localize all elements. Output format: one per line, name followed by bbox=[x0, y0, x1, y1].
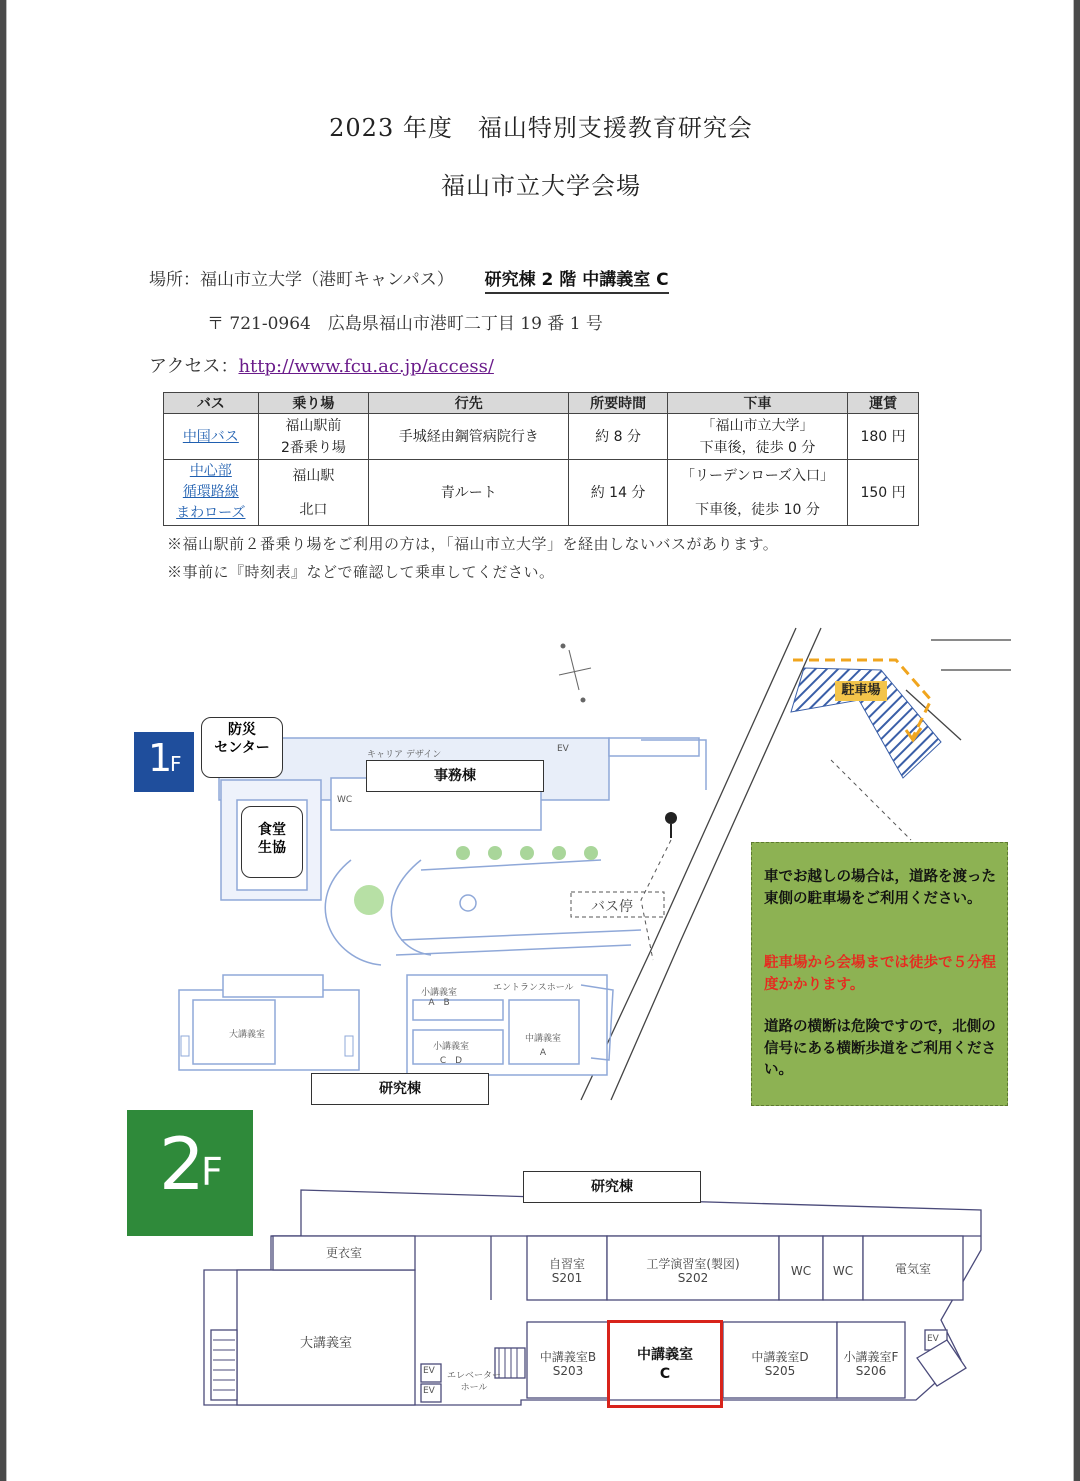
page-subtitle: 福山市立大学会場 bbox=[441, 172, 641, 200]
parking-note-text: 車でお越しの場合は，道路を渡った東側の駐車場をご利用ください。 bbox=[764, 869, 996, 907]
kenkyu-1f-label: 研究棟 bbox=[311, 1073, 489, 1105]
stop-line: 北口 bbox=[299, 501, 328, 518]
room-koui: 更衣室 bbox=[325, 1246, 362, 1260]
room-code: S201 bbox=[551, 1271, 583, 1285]
parking-note-warning: 駐車場から会場までは徒歩で５分程度かかります。 bbox=[764, 955, 996, 993]
label-line: 防災 bbox=[228, 722, 256, 738]
col-header: 運賃 bbox=[848, 393, 919, 414]
floor-number: 2 bbox=[159, 1122, 205, 1206]
room-code: C bbox=[659, 1366, 671, 1382]
fare-cell: 180 円 bbox=[848, 414, 919, 460]
time-cell: 約 8 分 bbox=[569, 414, 668, 460]
target-room-highlight bbox=[607, 1320, 723, 1408]
bousai-center-label bbox=[201, 717, 283, 778]
parking-note-text: 道路の横断は危険ですので，北側の信号にある横断歩道をご利用ください。 bbox=[764, 1019, 996, 1078]
jimu-building-label: 事務棟 bbox=[366, 760, 544, 792]
getoff-line: 下車後，徒歩 0 分 bbox=[699, 439, 816, 456]
floor-suffix: F bbox=[170, 752, 182, 776]
parking-note-box bbox=[751, 842, 1008, 1106]
bus-stop-marker bbox=[571, 812, 677, 960]
ev-label: EV bbox=[423, 1366, 435, 1376]
getoff-line: 「福山市立大学」 bbox=[701, 417, 814, 434]
room-name: 小講義室F bbox=[843, 1350, 899, 1364]
room-label: エントランスホール bbox=[493, 983, 574, 993]
room-name: 中講義室D bbox=[751, 1350, 809, 1364]
bus-name-link[interactable]: 中国バス bbox=[164, 414, 259, 460]
floor-1f-badge bbox=[134, 732, 194, 792]
getoff-line: 「リーデンローズ入口」 bbox=[681, 467, 835, 484]
floor-2f-badge bbox=[127, 1110, 253, 1236]
room-code: S202 bbox=[677, 1271, 709, 1285]
room-name: 工学演習室(製図) bbox=[646, 1257, 740, 1271]
bus-name-line: 循環路線 bbox=[182, 484, 239, 500]
shokudo-label bbox=[241, 806, 303, 878]
bus-name-line: まわローズ bbox=[176, 505, 246, 521]
room-s205 bbox=[723, 1350, 837, 1378]
room-name: 中講義室 bbox=[637, 1347, 693, 1363]
access-link[interactable]: http://www.fcu.ac.jp/access/ bbox=[238, 356, 494, 377]
room-label bbox=[525, 1032, 561, 1060]
location-room: 研究棟 2 階 中講義室 C bbox=[485, 270, 669, 294]
room-label-line: A B bbox=[428, 998, 450, 1008]
fare-cell: 150 円 bbox=[848, 460, 919, 526]
label-line: エレベーター bbox=[447, 1371, 502, 1381]
floor-suffix: F bbox=[201, 1150, 223, 1194]
elevator-hall-label bbox=[447, 1370, 501, 1394]
room-label bbox=[433, 1040, 469, 1068]
room-code: S203 bbox=[552, 1364, 584, 1378]
compass-icon bbox=[559, 644, 591, 702]
room-wc: WC bbox=[790, 1264, 812, 1278]
room-label-line: 小講義室 bbox=[433, 1042, 470, 1052]
stop-line: 2番乗り場 bbox=[280, 439, 346, 456]
room-label bbox=[421, 988, 457, 1008]
bus-name-line: 中心部 bbox=[189, 463, 232, 479]
location-label: 場所：福山市立大学（港町キャンパス） bbox=[149, 270, 454, 290]
room-dai: 大講義室 bbox=[299, 1336, 352, 1351]
room-denki: 電気室 bbox=[894, 1262, 931, 1276]
page-title: 2023 年度 福山特別支援教育研究会 bbox=[329, 114, 753, 142]
note-line: ※事前に『時刻表』などで確認して乗車してください。 bbox=[167, 563, 555, 581]
label-line: ホール bbox=[460, 1383, 488, 1393]
note-line: ※福山駅前２番乗り場をご利用の方は，「福山市立大学」を経由しないバスがあります。 bbox=[167, 535, 779, 553]
kenkyu-2f-label: 研究棟 bbox=[523, 1171, 701, 1203]
bus-stop-label: バス停 bbox=[591, 899, 633, 915]
document-page bbox=[6, 0, 1074, 1481]
room-name: 自習室 bbox=[548, 1257, 585, 1271]
room-code: S206 bbox=[855, 1364, 887, 1378]
stop-line: 福山駅前 bbox=[285, 417, 342, 434]
walk-route bbox=[831, 760, 911, 840]
room-s202 bbox=[607, 1257, 779, 1285]
room-label-line: 小講義室 bbox=[421, 988, 458, 998]
room-name: 中講義室B bbox=[539, 1350, 597, 1364]
ev-label: EV bbox=[423, 1386, 435, 1396]
parking-label: 駐車場 bbox=[835, 681, 887, 701]
room-s203 bbox=[527, 1350, 609, 1378]
dest-cell: 青ルート bbox=[369, 460, 569, 526]
label-line: 生協 bbox=[258, 840, 286, 856]
room-label-line: A bbox=[539, 1048, 547, 1058]
stop-line: 福山駅 bbox=[292, 467, 335, 484]
col-header: 下車 bbox=[667, 393, 847, 414]
col-header: バス bbox=[164, 393, 259, 414]
room-s206 bbox=[837, 1350, 905, 1378]
getoff-line: 下車後，徒歩 10 分 bbox=[695, 501, 820, 518]
col-header: 所要時間 bbox=[569, 393, 668, 414]
room-label: EV bbox=[557, 744, 569, 754]
time-cell: 約 14 分 bbox=[569, 460, 668, 526]
col-header: 乗り場 bbox=[258, 393, 369, 414]
room-label-line: C D bbox=[439, 1056, 463, 1066]
dest-cell: 手城経由鋼管病院行き bbox=[369, 414, 569, 460]
room-wc: WC bbox=[832, 1264, 854, 1278]
room-s201 bbox=[527, 1257, 607, 1285]
room-label: キャリア デザイン bbox=[367, 750, 442, 760]
room-label-line: 中講義室 bbox=[525, 1034, 562, 1044]
col-header: 行先 bbox=[369, 393, 569, 414]
room-label: 大講義室 bbox=[229, 1030, 266, 1040]
label-line: 食堂 bbox=[258, 822, 286, 838]
access-label: アクセス： bbox=[149, 356, 239, 377]
room-code: S205 bbox=[764, 1364, 796, 1378]
ev-label: EV bbox=[927, 1334, 939, 1344]
room-label: WC bbox=[337, 795, 353, 805]
address-line: 〒 721-0964 広島県福山市港町二丁目 19 番 1 号 bbox=[207, 314, 603, 334]
floor-number: 1 bbox=[148, 736, 173, 780]
label-line: センター bbox=[214, 740, 270, 756]
